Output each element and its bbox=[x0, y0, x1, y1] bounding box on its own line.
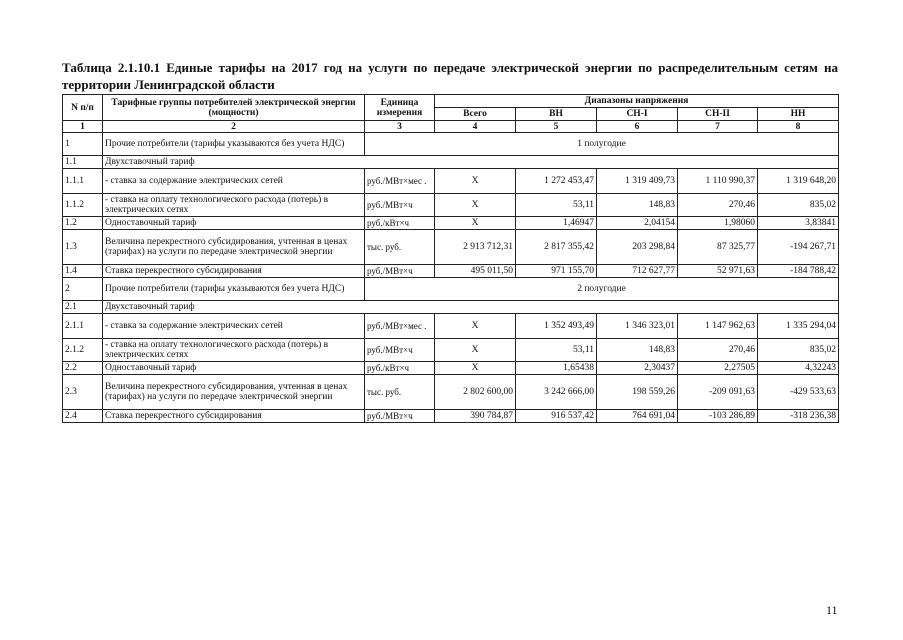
table-row bbox=[63, 217, 839, 230]
value-vn: 2 817 355,42 bbox=[516, 230, 597, 265]
row-unit: руб./МВт×ч bbox=[365, 265, 435, 278]
value-sn1: 198 559,26 bbox=[597, 375, 678, 410]
header-number: 3 bbox=[365, 121, 435, 133]
value-total: Х bbox=[435, 362, 516, 375]
table-row bbox=[63, 410, 839, 423]
section-period: 1 полугодие bbox=[365, 133, 839, 156]
table-row bbox=[63, 339, 839, 362]
section-header-row bbox=[63, 278, 839, 301]
table-caption: Таблица 2.1.10.1 Единые тарифы на 2017 год на услуги по передаче электрической энергии по распределительным сетям на территории Ленинградской области bbox=[62, 60, 838, 92]
table-row bbox=[63, 375, 839, 410]
row-name: Двухставочный тариф bbox=[103, 301, 839, 314]
value-total: Х bbox=[435, 194, 516, 217]
row-unit: руб./кВт×ч bbox=[365, 362, 435, 375]
value-nn: 1 319 648,20 bbox=[758, 169, 839, 194]
value-total: 2 913 712,31 bbox=[435, 230, 516, 265]
row-name: - ставка на оплату технологического расхода (потерь) в электрических сетях bbox=[103, 194, 365, 217]
row-name: Двухставочный тариф bbox=[103, 156, 839, 169]
value-total: Х bbox=[435, 314, 516, 339]
row-number: 1.1.2 bbox=[63, 194, 103, 217]
row-name: Одноставочный тариф bbox=[103, 217, 365, 230]
header-number: 6 bbox=[597, 121, 678, 133]
value-sn1: 1 319 409,73 bbox=[597, 169, 678, 194]
value-nn: 835,02 bbox=[758, 339, 839, 362]
header-group: Тарифные группы потребителей электрической энергии (мощности) bbox=[103, 95, 365, 121]
value-vn: 53,11 bbox=[516, 339, 597, 362]
header-total: Всего bbox=[435, 108, 516, 121]
value-vn: 1,46947 bbox=[516, 217, 597, 230]
value-vn: 971 155,70 bbox=[516, 265, 597, 278]
value-nn: -318 236,38 bbox=[758, 410, 839, 423]
value-nn: 1 335 294,04 bbox=[758, 314, 839, 339]
row-name: Ставка перекрестного субсидирования bbox=[103, 265, 365, 278]
header-number: 7 bbox=[678, 121, 758, 133]
value-sn2: 1,98060 bbox=[678, 217, 758, 230]
value-nn: -184 788,42 bbox=[758, 265, 839, 278]
value-sn2: 2,27505 bbox=[678, 362, 758, 375]
row-name: Ставка перекрестного субсидирования bbox=[103, 410, 365, 423]
row-number: 1.4 bbox=[63, 265, 103, 278]
value-nn: -429 533,63 bbox=[758, 375, 839, 410]
table-row bbox=[63, 301, 839, 314]
row-unit: руб./кВт×ч bbox=[365, 217, 435, 230]
section-title: Прочие потребители (тарифы указываются без учета НДС) bbox=[103, 133, 365, 156]
row-number: 1.1.1 bbox=[63, 169, 103, 194]
value-vn: 1,65438 bbox=[516, 362, 597, 375]
row-number: 2.1 bbox=[63, 301, 103, 314]
value-sn1: 1 346 323,01 bbox=[597, 314, 678, 339]
header-unit: Единица измерения bbox=[365, 95, 435, 121]
row-number: 2.1.2 bbox=[63, 339, 103, 362]
row-number: 2.2 bbox=[63, 362, 103, 375]
row-unit: тыс. руб. bbox=[365, 375, 435, 410]
row-number: 1.1 bbox=[63, 156, 103, 169]
value-sn2: 1 147 962,63 bbox=[678, 314, 758, 339]
value-sn1: 148,83 bbox=[597, 339, 678, 362]
value-sn1: 148,83 bbox=[597, 194, 678, 217]
row-unit: руб./МВт×ч bbox=[365, 194, 435, 217]
value-vn: 53,11 bbox=[516, 194, 597, 217]
value-sn1: 712 627,77 bbox=[597, 265, 678, 278]
value-total: 390 784,87 bbox=[435, 410, 516, 423]
section-header-row bbox=[63, 133, 839, 156]
row-name: - ставка за содержание электрических сетей bbox=[103, 314, 365, 339]
value-sn1: 764 691,04 bbox=[597, 410, 678, 423]
row-number: 1.2 bbox=[63, 217, 103, 230]
row-number: 2.4 bbox=[63, 410, 103, 423]
value-vn: 916 537,42 bbox=[516, 410, 597, 423]
value-total: 2 802 600,00 bbox=[435, 375, 516, 410]
value-sn1: 203 298,84 bbox=[597, 230, 678, 265]
row-unit: руб./МВт×ч bbox=[365, 410, 435, 423]
value-vn: 1 272 453,47 bbox=[516, 169, 597, 194]
table-row bbox=[63, 265, 839, 278]
value-vn: 3 242 666,00 bbox=[516, 375, 597, 410]
row-unit: руб./МВт×мес . bbox=[365, 314, 435, 339]
header-vn: ВН bbox=[516, 108, 597, 121]
value-vn: 1 352 493,49 bbox=[516, 314, 597, 339]
header-sn1: СН-I bbox=[597, 108, 678, 121]
row-number: 2.3 bbox=[63, 375, 103, 410]
header-sn2: СН-II bbox=[678, 108, 758, 121]
row-unit: тыс. руб. bbox=[365, 230, 435, 265]
table-row bbox=[63, 194, 839, 217]
table-row bbox=[63, 362, 839, 375]
table-row bbox=[63, 230, 839, 265]
row-number: 2.1.1 bbox=[63, 314, 103, 339]
section-title: Прочие потребители (тарифы указываются без учета НДС) bbox=[103, 278, 365, 301]
value-sn2: 270,46 bbox=[678, 194, 758, 217]
table-row bbox=[63, 314, 839, 339]
header-nn: НН bbox=[758, 108, 839, 121]
value-sn1: 2,30437 bbox=[597, 362, 678, 375]
row-unit: руб./МВт×мес . bbox=[365, 169, 435, 194]
value-nn: 835,02 bbox=[758, 194, 839, 217]
header-no: N п/п bbox=[63, 95, 103, 121]
header-number: 8 bbox=[758, 121, 839, 133]
table-row bbox=[63, 156, 839, 169]
header-number: 4 bbox=[435, 121, 516, 133]
value-nn: 4,32243 bbox=[758, 362, 839, 375]
header-number: 2 bbox=[103, 121, 365, 133]
value-total: Х bbox=[435, 217, 516, 230]
section-period: 2 полугодие bbox=[365, 278, 839, 301]
tariff-table bbox=[62, 94, 839, 423]
header-number: 5 bbox=[516, 121, 597, 133]
row-number: 1.3 bbox=[63, 230, 103, 265]
value-sn2: 52 971,63 bbox=[678, 265, 758, 278]
row-number: 1 bbox=[63, 133, 103, 156]
value-sn2: 1 110 990,37 bbox=[678, 169, 758, 194]
value-sn2: 87 325,77 bbox=[678, 230, 758, 265]
row-name: - ставка на оплату технологического расхода (потерь) в электрических сетях bbox=[103, 339, 365, 362]
row-name: - ставка за содержание электрических сетей bbox=[103, 169, 365, 194]
value-nn: 3,83841 bbox=[758, 217, 839, 230]
row-number: 2 bbox=[63, 278, 103, 301]
page-number: 11 bbox=[826, 603, 838, 617]
header-row-1 bbox=[63, 95, 839, 108]
row-unit: руб./МВт×ч bbox=[365, 339, 435, 362]
value-sn2: -103 286,89 bbox=[678, 410, 758, 423]
value-sn2: -209 091,63 bbox=[678, 375, 758, 410]
row-name: Одноставочный тариф bbox=[103, 362, 365, 375]
header-numbering-row bbox=[63, 121, 839, 133]
header-number: 1 bbox=[63, 121, 103, 133]
value-total: Х bbox=[435, 339, 516, 362]
value-total: Х bbox=[435, 169, 516, 194]
value-sn2: 270,46 bbox=[678, 339, 758, 362]
value-sn1: 2,04154 bbox=[597, 217, 678, 230]
table-row bbox=[63, 169, 839, 194]
value-nn: -194 267,71 bbox=[758, 230, 839, 265]
header-ranges: Диапазоны напряжения bbox=[435, 95, 839, 108]
row-name: Величина перекрестного субсидирования, учтенная в ценах (тарифах) на услуги по передаче электрической энергии bbox=[103, 230, 365, 265]
row-name: Величина перекрестного субсидирования, учтенная в ценах (тарифах) на услуги по передаче электрической энергии bbox=[103, 375, 365, 410]
value-total: 495 011,50 bbox=[435, 265, 516, 278]
